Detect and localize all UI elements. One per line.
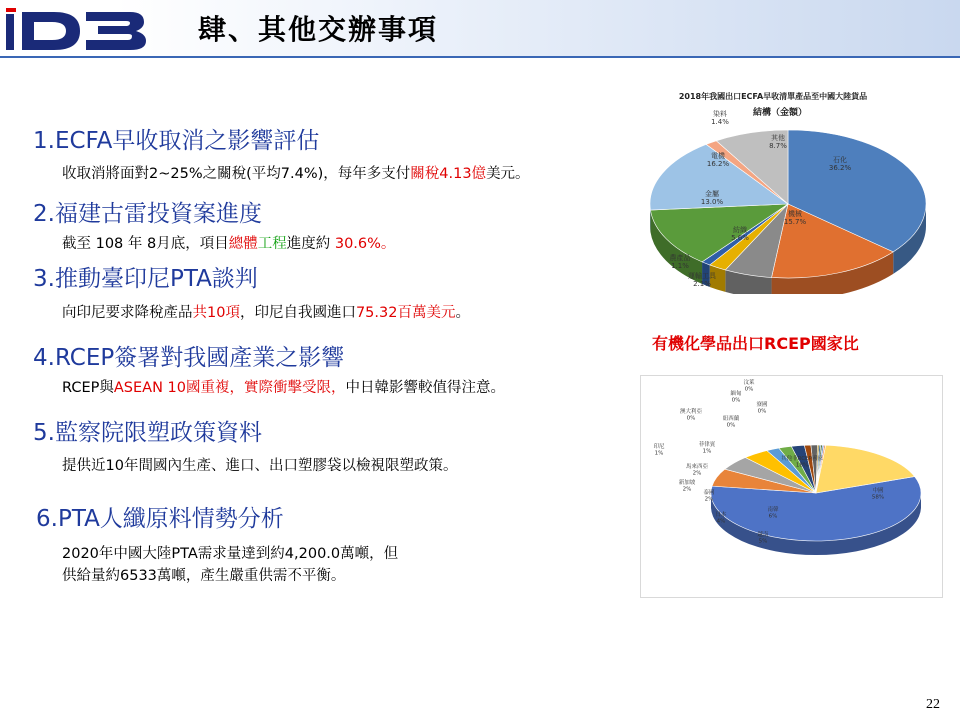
text-run: 中日韓影響較值得注意。 — [345, 380, 506, 396]
slice-value-label: 2.1% — [693, 280, 711, 288]
slice-label: 運輸工具 — [688, 272, 716, 280]
slice-label: 電機 — [711, 152, 725, 160]
slice-value-label: 4% — [716, 518, 726, 525]
text-run-highlight: 75.32百萬美元 — [355, 305, 456, 321]
text-run: 收取消將面對2~25%之關稅(平均7.4%)，每年多支付 — [62, 166, 411, 182]
slice-value-label: 5% — [758, 538, 768, 545]
page-number: 22 — [926, 697, 940, 712]
section-6-body-line-2: 供給量約6533萬噸，產生嚴重供需不平衡。 — [62, 568, 346, 584]
slice-value-label: 5.6% — [731, 234, 749, 242]
slice-label: 金屬 — [705, 190, 719, 198]
text-run-highlight: 總體 — [228, 236, 258, 252]
text-run: 截至 108 年 8月底，項目 — [62, 236, 229, 252]
text-run-highlight: 關稅4.13億 — [410, 166, 487, 182]
slice-label: 石化 — [833, 156, 847, 164]
slice-value-label: 1.1% — [671, 262, 689, 270]
slice-label: 越南 — [757, 532, 769, 538]
section-4-heading: 4.RCEP簽署對我國產業之影響 — [33, 345, 345, 371]
section-5-heading: 5.監察院限塑政策資料 — [33, 420, 262, 446]
slice-label: 寮國 — [756, 402, 768, 408]
section-2-heading: 2.福建古雷投資案進度 — [33, 201, 262, 227]
slice-value-label: 36.2% — [828, 164, 852, 172]
slice-value-label: 58% — [871, 494, 885, 501]
slice-value-label: 16.2% — [706, 160, 730, 168]
text-run: 進度約 — [286, 236, 335, 252]
text-run: 美元。 — [486, 166, 530, 182]
slice-value-label: 2% — [704, 496, 714, 503]
slice-value-label: 0% — [686, 415, 696, 422]
section-6-heading: 6.PTA人纖原料情勢分析 — [36, 506, 284, 532]
slice-label: 農產品 — [669, 254, 691, 262]
slice-label: 染料 — [713, 110, 727, 118]
text-run: ，印尼自我國進口 — [239, 305, 356, 321]
chart-subtitle: 結構（金額） — [752, 108, 808, 118]
slice-label: 緬甸 — [730, 391, 742, 397]
slice-label: 菲律賓 — [698, 442, 716, 448]
slice-value-label: 8.7% — [769, 142, 787, 150]
text-run: 向印尼要求降稅產品 — [62, 305, 193, 321]
page-title: 肆、其他交辦事項 — [198, 13, 439, 46]
slice-label: 南韓 — [767, 507, 779, 513]
slice-value-label: 18% — [795, 462, 809, 469]
ecfa-pie-chart — [640, 84, 940, 294]
slice-label: 印尼 — [653, 444, 665, 450]
slice-value-label: 1.4% — [711, 118, 729, 126]
section-3-heading: 3.推動臺印尼PTA談判 — [33, 266, 258, 292]
text-run: 。 — [455, 305, 470, 321]
slice-label: 汶萊 — [743, 380, 755, 386]
slice-value-label: 0% — [744, 386, 754, 393]
text-run-highlight: ASEAN 10國重複，實際衝擊受限， — [113, 380, 346, 396]
section-4-body — [62, 378, 505, 398]
slice-label: 紐西蘭 — [722, 416, 740, 422]
section-6-body-line-1: 2020年中國大陸PTA需求量達到約4,200.0萬噸，但 — [62, 546, 399, 562]
chart-title: 2018年我國出口ECFA早收清單產品至中國大陸貨品 — [678, 92, 868, 101]
slice-label: 日本 — [715, 512, 727, 518]
rcep-chart-caption: 有機化學品出口RCEP國家比 — [652, 334, 859, 353]
slice-value-label: 0% — [731, 397, 741, 404]
text-run-highlight: 30.6%。 — [334, 236, 396, 252]
slice-value-label: 1% — [654, 450, 664, 457]
slice-label: 澳大利亞 — [679, 409, 703, 415]
slice-label: 其他 — [771, 134, 785, 142]
header-divider — [0, 56, 960, 58]
slice-value-label: 2% — [692, 470, 702, 477]
slice-label: 其他非RCEP國家 — [781, 456, 823, 462]
slice-value-label: 0% — [726, 422, 736, 429]
section-3-body — [62, 303, 470, 323]
slice-value-label: 15.7% — [783, 218, 807, 226]
slice-value-label: 0% — [757, 408, 767, 415]
rcep-pie-chart — [641, 376, 942, 597]
idb-logo — [2, 6, 148, 54]
slice-label: 中國 — [872, 488, 884, 494]
rcep-chart-frame — [640, 375, 943, 598]
slice-label: 馬來西亞 — [685, 464, 709, 470]
slice-label: 新加坡 — [678, 480, 696, 486]
slice-value-label: 2% — [682, 486, 692, 493]
section-1-heading: 1.ECFA早收取消之影響評估 — [33, 128, 320, 154]
slice-label: 紡織 — [733, 226, 747, 234]
section-5-body: 提供近10年間國內生產、進口、出口塑膠袋以檢視限塑政策。 — [62, 458, 458, 474]
slice-label: 泰國 — [703, 490, 715, 496]
slice-value-label: 13.0% — [700, 198, 724, 206]
text-run-highlight: 工程 — [257, 236, 287, 252]
section-2-body — [62, 234, 395, 254]
slice-label: 機械 — [788, 210, 802, 218]
slice-value-label: 6% — [768, 513, 778, 520]
slice-value-label: 1% — [702, 448, 712, 455]
section-1-body — [62, 164, 530, 184]
text-run: RCEP與 — [62, 380, 114, 396]
text-run-highlight: 共10項 — [192, 305, 240, 321]
